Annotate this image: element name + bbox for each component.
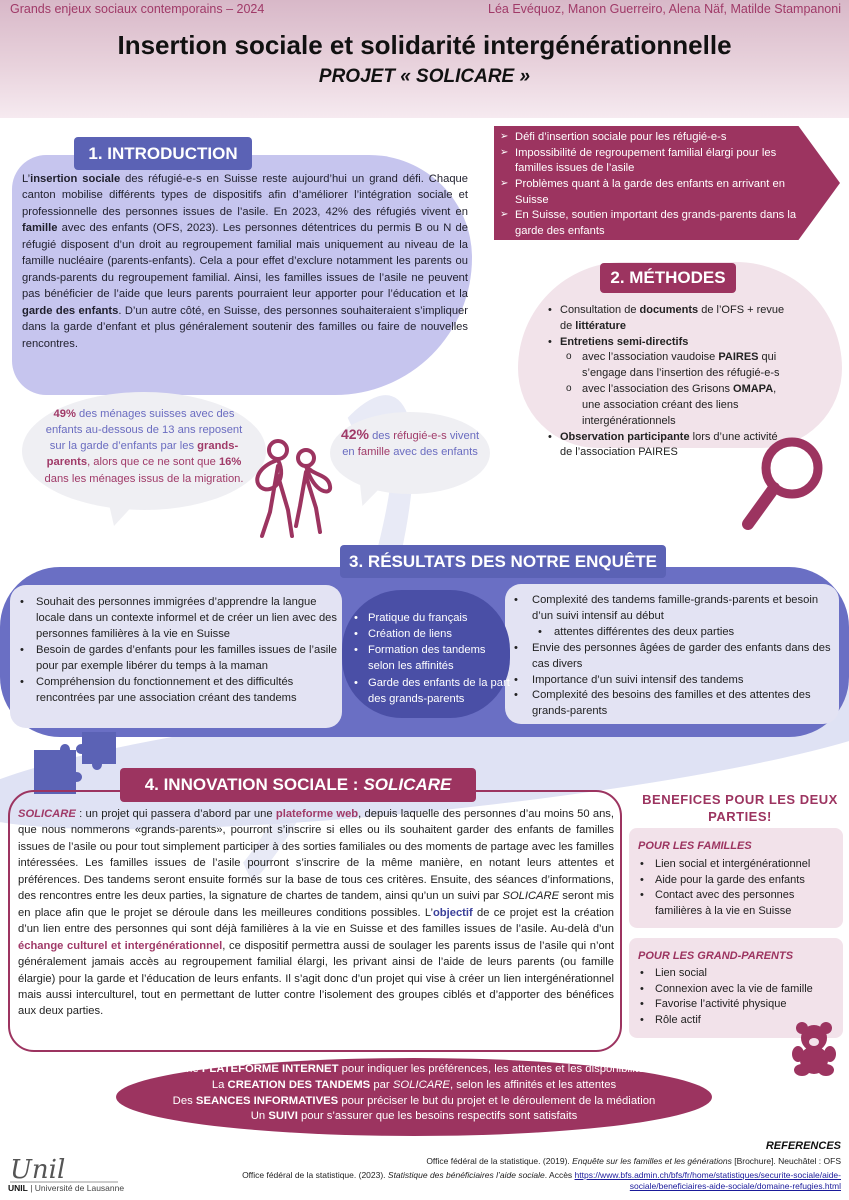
challenge-item: ➢ Impossibilité de regroupement familial élargi pour les familles issues de l’asile [500,146,800,177]
results-item: • Complexité des tandems famille-grands-parents et besoin d’un suivi intensif au début [514,593,836,625]
benefit-item: • Lien social [640,966,838,982]
stat-text-refugees: 42% des réfugié-e-s vivent en famille avec des enfants [340,426,480,459]
methods-item: • Consultation de documents de l’OFS + revue de littérature [548,303,792,335]
svg-text:Unil: Unil [10,1155,66,1185]
challenge-item: ➢ Problèmes quant à la garde des enfants en arrivant en Suisse [500,177,800,208]
results-item: • Pratique du français [350,610,510,626]
page-title: Insertion sociale et solidarité intergénérationnelle [117,30,732,60]
results-item: • Garde des enfants de la part des grands-parents [350,675,510,707]
benefit-item: • Aide pour la garde des enfants [640,873,838,889]
benefit-item: • Rôle actif [640,1013,838,1029]
innovation-heading: 4. INNOVATION SOCIALE : SOLICARE [120,768,476,802]
bubble-tail [108,500,138,526]
magnifier-icon [740,432,828,536]
results-item: • Complexité des besoins des familles et des attentes des grands-parents [514,688,836,720]
page-subtitle: PROJET « SOLICARE » [318,66,531,87]
results-item: • Besoin de gardes d’enfants pour les familles issues de l’asile pour par exemple libérer du temps à la maman [20,642,338,674]
results-item: • Compréhension du fonctionnement et des difficultés rencontrées par une association créant des tandems [20,674,338,706]
benefit-item: • Connexion avec la vie de famille [640,982,838,998]
results-item: • Formation des tandems selon les affinités [350,642,510,674]
stat-text-grandparents: 49% des ménages suisses avec des enfants au-dessous de 13 ans reposent sur la garde d’enfants par les grands-parents, alors que ce ne sont que 16% dans les ménages issus de la migration. [44,408,244,485]
course-name: Grands enjeux sociaux contemporains – 2024 [10,2,265,16]
results-item: • Souhait des personnes immigrées d’apprendre la langue locale dans un contexte informel et de créer un lien avec des personnes familières à la vie en Suisse [20,594,338,642]
intro-heading: 1. INTRODUCTION [74,137,252,170]
challenge-item: ➢ Défi d’insertion sociale pour les réfugié-e-s [500,130,800,146]
summary-line: Une PLATEFORME INTERNET pour indiquer les préférences, les attentes et les disponibilités [178,1063,650,1075]
benefit-item: • Contact avec des personnes familières à la vie en Suisse [640,888,838,919]
benefits-families-list [640,857,838,919]
puzzle-icon [30,728,120,798]
summary-line: Un SUIVI pour s’assurer que les besoins respectifs sont satisfaits [250,1110,578,1123]
family-icon [248,436,334,540]
intro-text: L’insertion sociale des réfugié-e-s en Suisse reste aujourd’hui un grand défi. Chaque canton mobilise différents types de dispositifs afin d’améliorer l’intégration sociale et professionnelle des personnes issues de l’asile. En 2023, 42% des réfugiés vivent en famille avec des enfants (OFS, 2023). Les personnes détentrices du permis B ou N de réfugié disposent d’un droit au regroupement familial mais uniquement au niveau de la famille nucléaire (parents-enfants). Cela a pour effet d’exclure notamment les parents ou grands-parents du regroupement familial. Ainsi, les familles issues de l’asile ne peuvent pas bénéficier de l’aide que leurs parents pourraient leur apporter pour l’éducation et la garde des enfants. D’un autre côté, en Suisse, des personnes souhaiteraient s’impliquer dans la garde d’enfant et plus généralement soutenir des familles ou faire de nouvelles rencontres. [22,173,468,350]
challenges-list [500,130,800,240]
summary-line: Des SEANCES INFORMATIVES pour préciser le but du projet et le déroulement de la médiation [172,1094,656,1107]
results-middle-list [350,610,510,707]
reference-item: Office fédéral de la statistique. (2019). Enquête sur les familles et les générations [Brochure]. Neuchâtel : OFS [426,1156,841,1166]
results-left-list [20,594,338,706]
benefit-item: • Favorise l’activité physique [640,997,838,1013]
methods-item: • Observation participante lors d’une activité de l’association PAIRES [548,430,792,462]
results-item: • Création de liens [350,626,510,642]
methods-item: • Entretiens semi-directifs [548,335,792,351]
results-subitem: • attentes différentes des deux parties [514,625,836,641]
methods-subitem: o avec l’association vaudoise PAIRES qui s’engage dans l’insertion des réfugié-e-s [548,350,792,382]
results-right-list [514,593,836,720]
benefits-title: BENEFICES POUR LES DEUX PARTIES! [642,792,838,824]
challenge-item: ➢ En Suisse, soutien important des grands-parents dans la garde des enfants [500,208,800,239]
benefits-grandparents-heading: POUR LES GRAND-PARENTS [638,950,794,962]
university-name: UNIL | Université de Lausanne [8,1183,125,1193]
references-title: REFERENCES [765,1140,841,1152]
results-item: • Envie des personnes âgées de garder des enfants dans des cas divers [514,641,836,673]
benefits-families-heading: POUR LES FAMILLES [638,840,752,852]
summary-text [116,1062,712,1125]
methods-subitem: o avec l’association des Grisons OMAPA, une association créant des liens intergénérationnels [548,382,792,429]
results-item: • Importance d’un suivi intensif des tandems [514,673,836,689]
authors: Léa Evéquoz, Manon Guerreiro, Alena Näf, Matilde Stampanoni [488,2,841,16]
benefit-item: • Lien social et intergénérationnel [640,857,838,873]
summary-line: La CREATION DES TANDEMS par SOLICARE, selon les affinités et les attentes [211,1078,617,1091]
methods-heading: 2. MÉTHODES [600,263,736,293]
reference-item: Office fédéral de la statistique. (2023). Statistique des bénéficiaires l’aide sociale. Accès https://www.bfs.admin.ch/bfs/fr/home/statistiques/securite-sociale/aide-sociale/beneficiaires-aide-sociale/domaine-refugies.html [242,1170,841,1192]
reference-link[interactable]: https://www.bfs.admin.ch/bfs/fr/home/statistiques/securite-sociale/aide-sociale/beneficiaires-aide-sociale/domaine-refugies.html [574,1170,841,1192]
results-heading: 3. RÉSULTATS DES NOTRE ENQUÊTE [340,545,666,578]
teddy-bear-icon [790,1020,838,1076]
innovation-text: SOLICARE : un projet qui passera d’abord par une plateforme web, depuis laquelle des personnes d’au moins 50 ans, que nous nommerons «grands-parents», pourront s’inscrire si elles ou ils souhaitent garder des enfants de familles issues de l’asile ou pour tout simplement participer à des sorties familiales ou des moments de partage avec les familles intéressées. Les familles issues de l’asile pourront s’inscrire de la même manière, en notant leurs attentes et préférences. Des tandems seront ensuite formés sur la base de tous ces critères. Ensuite, des séances d’informations, des rencontres entre les deux parties, la signature de chartes de tandem, ainsi qu’un un suivi par SOLICARE seront mis en place afin que le projet se déroule dans les meilleures conditions possibles. L’objectif de ce projet est la création d’un lien entre des personnes qui sont déjà familières à la vie en Suisse et des familles issues de l’asile. Au-delà d’un échange culturel et intergénérationnel, ce dispositif permettra aussi de soulager les parents issus de l’asile qui n’ont généralement jamais accès au regroupement familial élargi, les privant ainsi de l’aide de leurs parents (ou famille élargie) pour la garde et l’éducation de leurs enfants. Il s’agit donc d’un projet qui vise à créer un lien intergénérationnel mais aussi interculturel, tout en permettant de lutter contre l’isolement des groupes ciblés et d’apporter des bénéfices aux deux parties. [18,808,615,1018]
